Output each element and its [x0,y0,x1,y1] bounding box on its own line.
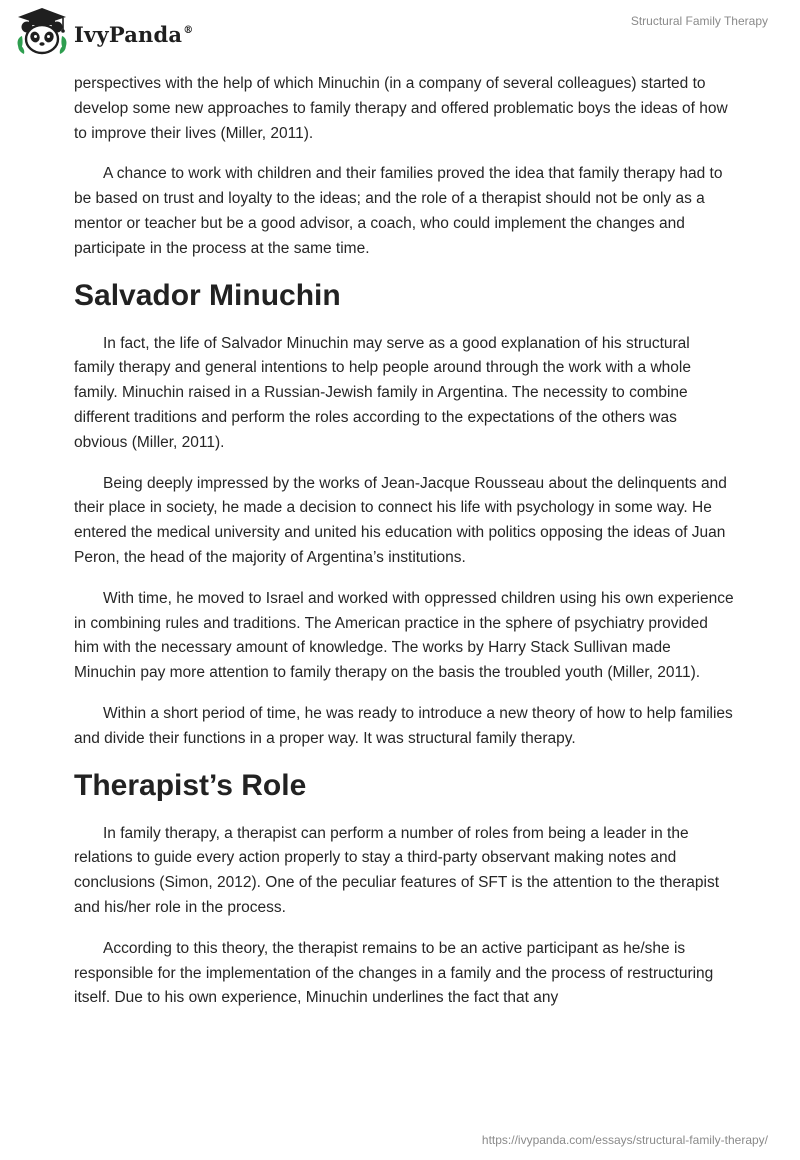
paragraph: In family therapy, a therapist can perform a number of roles from being a leader in the relations to guide every action properly to stay a third-party observant making notes and conclusions (Simon, 2012). One of the peculiar features of SFT is the attention to the therapist and his/her role in the process. [74,824,720,916]
page-header [0,0,800,70]
paragraph: Being deeply impressed by the works of Jean-Jacque Rousseau about the delinquents and their place in society, he made a decision to connect his life with psychology in some way. He entered the medical university and united his education with politics opposing the ideas of Juan Peron, the head of the majority of Argentina’s institutions. [74,474,727,566]
essay-body [74,72,734,1027]
section-heading: Salvador Minuchin [74,278,341,312]
brand-logo[interactable] [14,6,193,60]
document-title: Structural Family Therapy [630,14,768,28]
paragraph: With time, he moved to Israel and worked with oppressed children using his own experience in combining rules and traditions. The American practice in the sphere of psychiatry provided him with the necessary amount of knowledge. The works by Harry Stack Sullivan made Minuchin pay more attention to family therapy on the basis the troubled youth (Miller, 2011). [74,589,734,682]
section-heading: Therapist’s Role [74,768,307,802]
brand-name: IvyPanda® [74,21,194,47]
panda-graduate-icon [14,6,70,60]
paragraph: perspectives with the help of which Minuchin (in a company of several colleagues) started to develop some new approaches to family therapy and offered problematic boys the ideas of how to improve their lives (Miller, 2011). [74,75,728,142]
source-url[interactable]: https://ivypanda.com/essays/structural-family-therapy/ [481,1133,768,1147]
paragraph: A chance to work with children and their families proved the idea that family therapy had to be based on trust and loyalty to the ideas; and the role of a therapist should not be only as a mentor or teacher but be a good advisor, a coach, who could implement the changes and participate in the process at the same time. [74,165,723,257]
paragraph: According to this theory, the therapist remains to be an active participant as he/she is responsible for the implementation of the changes in a family and the process of restructuring itself. Due to his own experience, Minuchin underlines the fact that any [74,939,714,1007]
paragraph: Within a short period of time, he was ready to introduce a new theory of how to help families and divide their functions in a proper way. It was structural family therapy. [74,704,733,747]
paragraph: In fact, the life of Salvador Minuchin may serve as a good explanation of his structural family therapy and general intentions to help people around through the work with a whole family. Minuchin raised in a Russian-Jewish family in Argentina. The necessity to combine different traditions and perform the roles according to the expectations of the others was obvious (Miller, 2011). [74,334,691,451]
brand-registered-mark: ® [183,24,194,36]
